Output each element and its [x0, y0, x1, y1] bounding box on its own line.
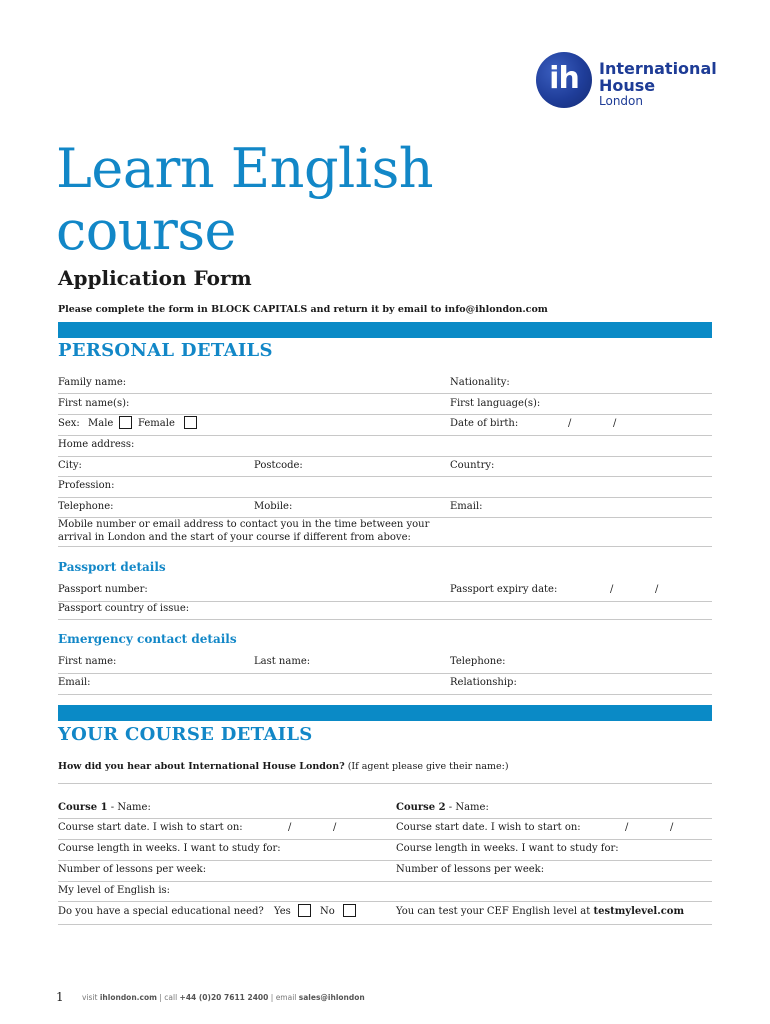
section-bar	[58, 705, 712, 721]
footer-visit-label: visit	[82, 993, 100, 1002]
row-passport-number	[58, 582, 712, 602]
course-2-name-label	[396, 802, 489, 813]
telephone-label: Telephone:	[58, 501, 114, 512]
sex-label: Sex:	[58, 418, 80, 429]
row-first-names	[58, 396, 712, 415]
test-level-text	[396, 906, 684, 917]
passport-heading: Passport details	[58, 560, 166, 574]
footer-divider: |	[270, 993, 274, 1002]
course-2-length-label: Course length in weeks. I want to study for:	[396, 843, 619, 854]
row-emergency-name	[58, 654, 712, 674]
first-language-label: First language(s):	[450, 398, 541, 409]
female-label: Female	[138, 418, 175, 429]
page-number: 1	[56, 990, 64, 1004]
test-level-prefix: You can test your CEF English level at	[396, 906, 594, 917]
country-label: Country:	[450, 460, 495, 471]
logo-line-1: International	[599, 59, 717, 78]
course-1-start-label: Course start date. I wish to start on:	[58, 822, 243, 833]
yes-checkbox[interactable]	[298, 904, 311, 917]
dob-label: Date of birth:	[450, 418, 519, 429]
course-2-start-label: Course start date. I wish to start on:	[396, 822, 581, 833]
emergency-heading: Emergency contact details	[58, 632, 237, 646]
postcode-label: Postcode:	[254, 460, 303, 471]
course-2-name-text: - Name:	[445, 802, 489, 813]
section-bar	[58, 322, 712, 338]
first-names-label: First name(s):	[58, 398, 130, 409]
row-city	[58, 458, 712, 477]
special-need-label: Do you have a special educational need?	[58, 906, 264, 917]
dob-sep-1: /	[568, 418, 572, 429]
footer-call-label: call	[164, 993, 180, 1002]
mobile-label: Mobile:	[254, 501, 293, 512]
footer-email-link[interactable]: sales@ihlondon	[298, 993, 365, 1002]
family-name-label: Family name:	[58, 377, 127, 388]
title-line-1: Learn English	[56, 137, 434, 200]
row-course-names	[58, 800, 712, 819]
title-line-2: course	[56, 199, 237, 262]
row-english-level	[58, 883, 712, 902]
profession-label: Profession:	[58, 480, 115, 491]
form-subtitle: Application Form	[58, 266, 252, 290]
row-contact-note	[58, 519, 712, 547]
footer-email-label: email	[275, 993, 299, 1002]
testmylevel-link[interactable]: testmylevel.com	[593, 906, 685, 917]
form-instructions: Please complete the form in BLOCK CAPITALS and return it by email to info@ihlondon.com	[58, 304, 548, 315]
passport-expiry-label: Passport expiry date:	[450, 584, 558, 595]
row-passport-country	[58, 602, 712, 620]
row-telephone	[58, 499, 712, 518]
course-2-sep-1: /	[625, 822, 629, 833]
course-1-name-label	[58, 802, 151, 813]
hear-about-question: How did you hear about International House London?	[58, 761, 345, 772]
male-label: Male	[88, 418, 114, 429]
course-1-sep-1: /	[288, 822, 292, 833]
contact-note-line-2: arrival in London and the start of your course if different from above:	[58, 532, 411, 543]
course-1-sep-2: /	[333, 822, 337, 833]
home-address-label: Home address:	[58, 439, 135, 450]
no-label: No	[320, 906, 335, 917]
row-home-address	[58, 437, 712, 457]
hear-about-label	[58, 761, 509, 772]
logo-wordmark	[599, 60, 717, 108]
row-course-lessons	[58, 862, 712, 882]
footer-website-link[interactable]: ihlondon.com	[99, 993, 157, 1002]
course-details-heading: YOUR COURSE DETAILS	[58, 724, 313, 745]
course-1-name-text: - Name:	[107, 802, 151, 813]
relationship-label: Relationship:	[450, 677, 517, 688]
row-sex-dob	[58, 416, 712, 436]
expiry-sep-2: /	[655, 584, 659, 595]
footer-phone: +44 (0)20 7611 2400	[179, 993, 269, 1002]
passport-number-label: Passport number:	[58, 584, 148, 595]
emergency-last-name-label: Last name:	[254, 656, 311, 667]
row-emergency-email	[58, 675, 712, 695]
page-title	[56, 138, 433, 262]
female-checkbox[interactable]	[184, 416, 197, 429]
passport-country-label: Passport country of issue:	[58, 603, 190, 614]
logo-line-3: London	[599, 94, 643, 108]
emergency-telephone-label: Telephone:	[450, 656, 506, 667]
personal-details-heading: PERSONAL DETAILS	[58, 340, 273, 361]
logo-mark: ih	[549, 61, 579, 96]
expiry-sep-1: /	[610, 584, 614, 595]
row-family-name	[58, 375, 712, 394]
logo-line-2: House	[599, 76, 656, 95]
course-1-lessons-label: Number of lessons per week:	[58, 864, 207, 875]
row-profession	[58, 478, 712, 498]
no-checkbox[interactable]	[343, 904, 356, 917]
male-checkbox[interactable]	[119, 416, 132, 429]
row-special-need	[58, 903, 712, 925]
ih-logo	[536, 52, 726, 108]
row-course-length	[58, 841, 712, 861]
row-hear-about	[58, 760, 712, 784]
course-2-label: Course 2	[396, 802, 446, 813]
nationality-label: Nationality:	[450, 377, 510, 388]
footer-contact	[82, 993, 365, 1002]
course-2-lessons-label: Number of lessons per week:	[396, 864, 545, 875]
course-1-length-label: Course length in weeks. I want to study for:	[58, 843, 281, 854]
footer-divider: |	[159, 993, 162, 1002]
city-label: City:	[58, 460, 82, 471]
row-course-start	[58, 820, 712, 840]
emergency-email-label: Email:	[58, 677, 91, 688]
hear-about-note: (If agent please give their name:)	[347, 761, 509, 772]
email-label: Email:	[450, 501, 483, 512]
dob-sep-2: /	[613, 418, 617, 429]
course-1-label: Course 1	[58, 802, 108, 813]
english-level-label: My level of English is:	[58, 885, 171, 896]
emergency-first-name-label: First name:	[58, 656, 117, 667]
yes-label: Yes	[274, 906, 291, 917]
course-2-sep-2: /	[670, 822, 674, 833]
contact-note-line-1: Mobile number or email address to contact you in the time between your	[58, 519, 430, 530]
